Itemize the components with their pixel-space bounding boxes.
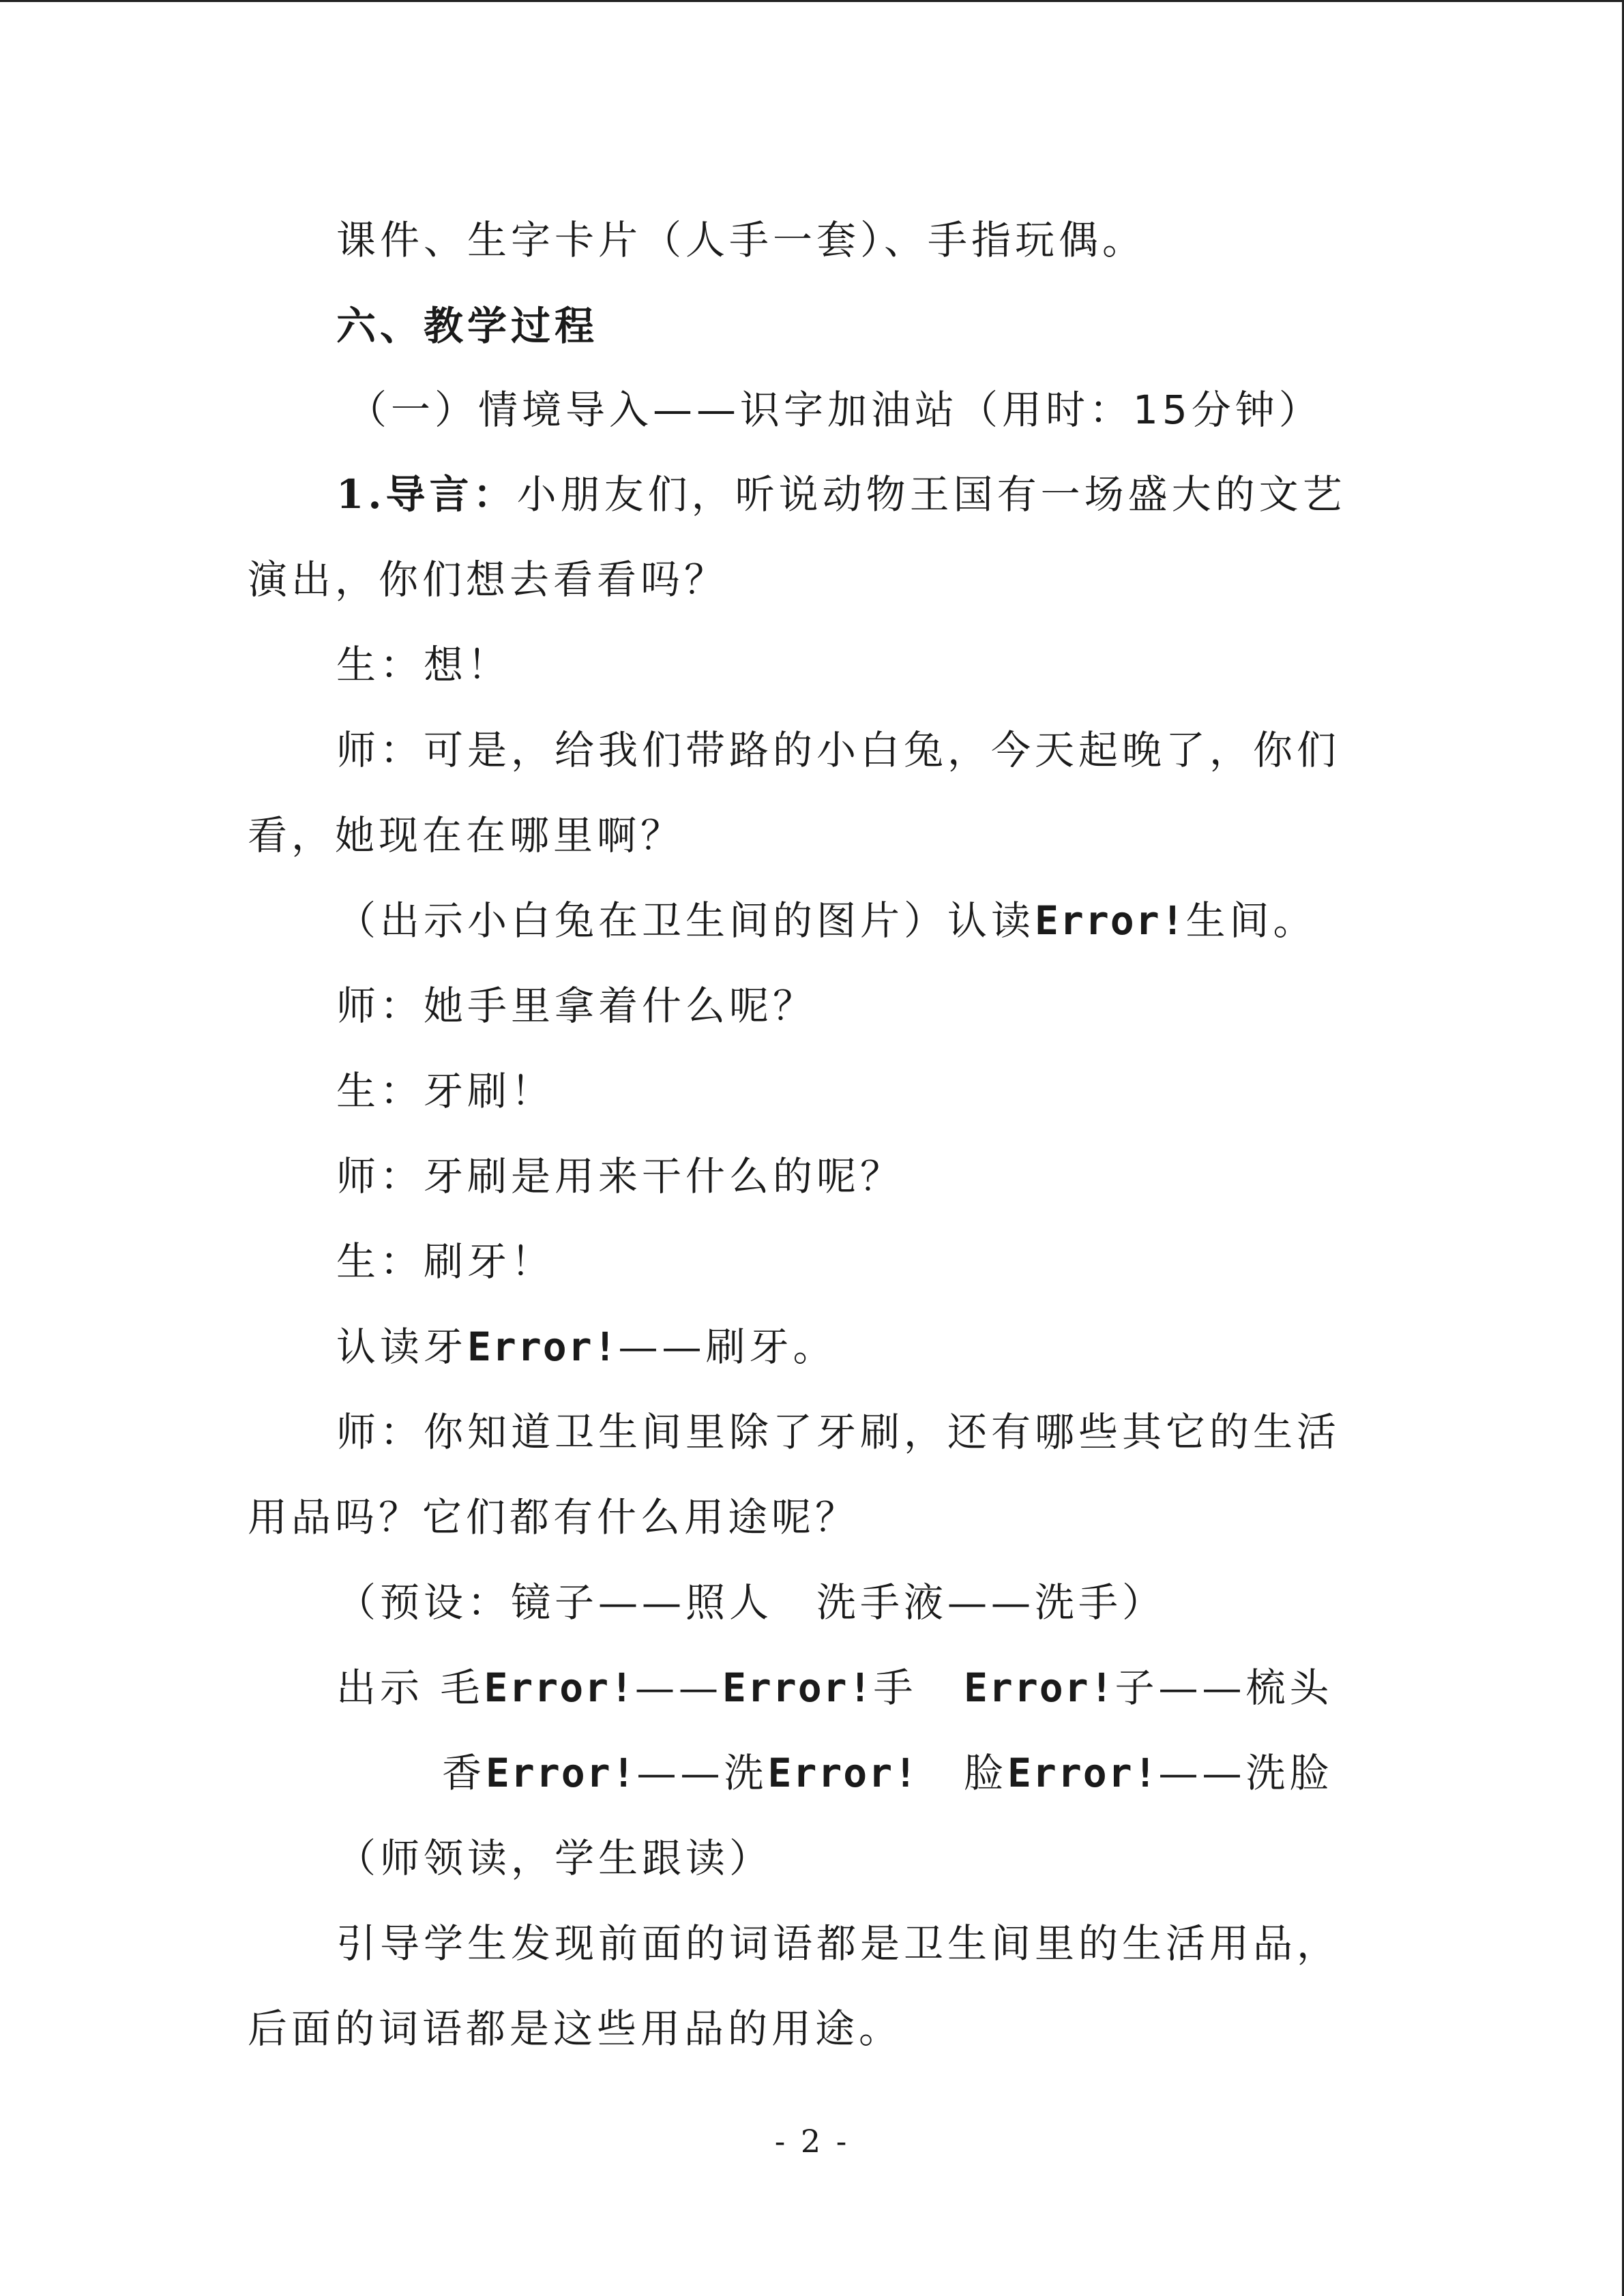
field-error-text: Error! — [964, 1665, 1115, 1711]
intro-text: 小朋友们，听说动物王国有一场盛大的文艺 — [516, 471, 1346, 518]
instruction-text: 生间。 — [1185, 897, 1317, 944]
instruction-line: （师领读，学生跟读） — [336, 1835, 773, 1881]
dialogue-line: 师：她手里拿着什么呢？ — [336, 983, 817, 1029]
page-border-top — [0, 0, 1624, 2]
word-list-row-2 — [442, 1746, 919, 1800]
instruction-text: 认读牙 — [336, 1324, 468, 1370]
section-heading: 六、教学过程 — [336, 303, 599, 349]
instruction-text: （出示小白兔在卫生间的图片）认读 — [336, 897, 1035, 944]
dialogue-line: 师：可是，给我们带路的小白兔，今天起晚了，你们 — [336, 727, 1341, 773]
preset-line: （预设：镜子——照人 洗手液——洗手） — [336, 1579, 1166, 1626]
word-text: —— — [634, 1665, 722, 1711]
dialogue-line: 师：牙刷是用来干什么的呢？ — [336, 1153, 904, 1199]
field-error-text: Error! — [484, 1665, 635, 1711]
instruction-line — [336, 893, 1317, 948]
field-error-text: Error! — [486, 1750, 637, 1796]
paragraph-line-cont: 后面的词语都是这些用品的用途。 — [248, 2006, 903, 2052]
paragraph-line: 引导学生发现前面的词语都是卫生间里的生活用品， — [336, 1920, 1341, 1967]
word-text: 香 — [442, 1750, 486, 1796]
word-text: ——洗 — [636, 1750, 768, 1796]
page-number: - 2 - — [774, 2123, 850, 2160]
intro-label: 1.导言： — [336, 471, 517, 518]
paragraph-intro — [336, 467, 1346, 522]
dialogue-line-cont: 看，她现在在哪里啊？ — [248, 812, 685, 859]
field-error-text: Error! — [1007, 1750, 1159, 1796]
dialogue-line: 生：想！ — [336, 642, 512, 688]
paragraph-intro-cont: 演出，你们想去看看吗？ — [248, 556, 728, 603]
field-error-text: Error! — [467, 1324, 619, 1370]
word-text: ——洗脸 — [1158, 1750, 1333, 1796]
dialogue-line: 师：你知道卫生间里除了牙刷，还有哪些其它的生活 — [336, 1409, 1341, 1455]
word-text: 手 — [873, 1665, 917, 1711]
instruction-line — [336, 1320, 837, 1374]
field-error-text: Error! — [722, 1665, 874, 1711]
materials-line: 课件、生字卡片（人手一套）、手指玩偶。 — [336, 217, 1147, 263]
dialogue-line: 生：牙刷！ — [336, 1068, 555, 1114]
instruction-text: ——刷牙。 — [618, 1324, 837, 1370]
word-text: 脸 — [964, 1750, 1008, 1796]
word-list-row-1 — [336, 1660, 917, 1715]
field-error-text: Error! — [767, 1750, 919, 1796]
subsection-heading: （一）情境导入——识字加油站（用时：15分钟） — [347, 387, 1323, 433]
word-text: 出示 毛 — [336, 1665, 484, 1711]
dialogue-line-cont: 用品吗？它们都有什么用途呢？ — [248, 1494, 859, 1540]
dialogue-line: 生：刷牙！ — [336, 1238, 555, 1285]
field-error-text: Error! — [1035, 897, 1186, 944]
word-text: 子——梳头 — [1114, 1665, 1333, 1711]
word-list-row-2-right — [964, 1746, 1333, 1800]
word-list-row-1-right — [964, 1660, 1333, 1715]
